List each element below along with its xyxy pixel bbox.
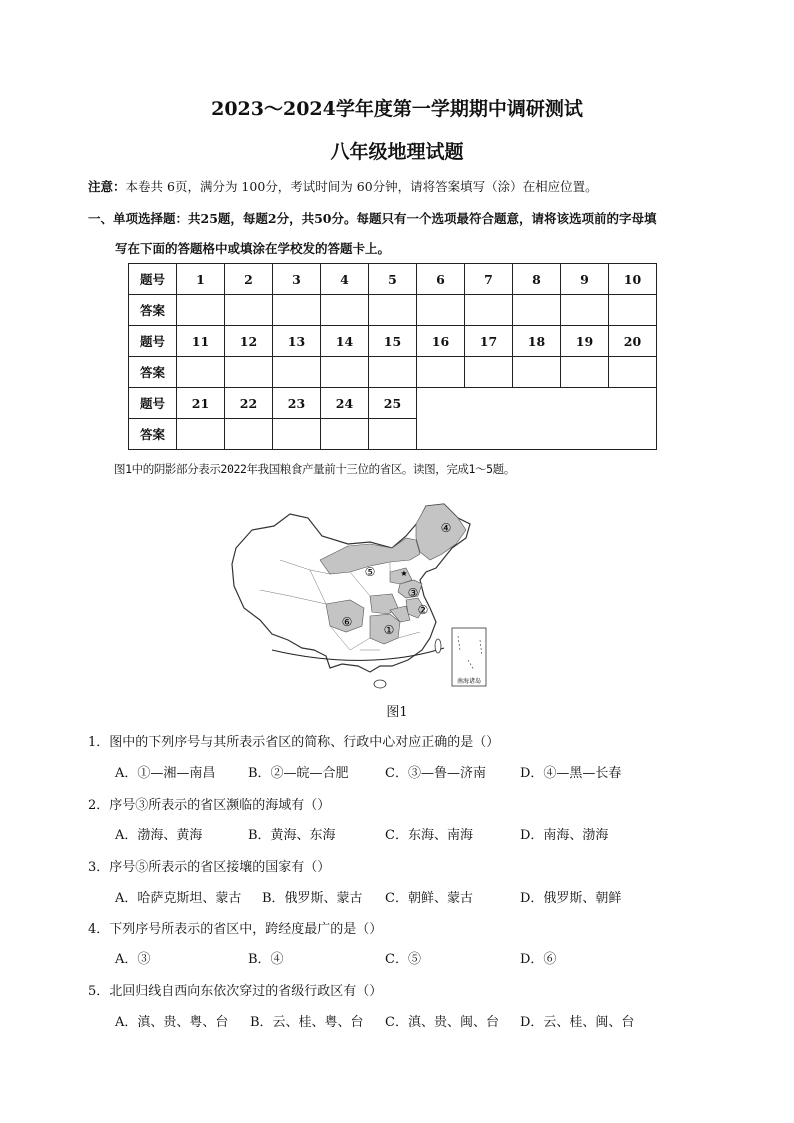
row-label: 题号 <box>129 326 177 357</box>
figure-intro: 图1中的阴影部分表示2022年我国粮食产量前十三位的省区。读图，完成1～5题。 <box>114 462 515 476</box>
question-2-stem: 2．序号③所表示的省区濒临的海域有（） <box>88 798 331 813</box>
answer-cell[interactable] <box>465 295 513 326</box>
q4-option-a[interactable]: A．③ <box>115 952 151 967</box>
q2-option-a[interactable]: A．渤海、黄海 <box>115 828 203 843</box>
answer-cell[interactable] <box>225 419 273 450</box>
answer-row <box>129 357 657 388</box>
section-instruction-line1: 一、单项选择题：共25题，每题2分，共50分。每题只有一个选项最符合题意，请将该选项前的字母填 <box>88 211 657 226</box>
q1-option-c[interactable]: C．③—鲁—济南 <box>385 766 486 781</box>
question-number-cell: 2 <box>225 264 273 295</box>
q5-option-a[interactable]: A．滇、贵、粤、台 <box>115 1015 229 1030</box>
answer-cell[interactable] <box>225 295 273 326</box>
question-number-cell: 10 <box>609 264 657 295</box>
question-3-stem: 3．序号⑤所表示的省区接壤的国家有（） <box>88 860 331 875</box>
q4-option-b[interactable]: B．④ <box>248 952 284 967</box>
question-number-cell: 20 <box>609 326 657 357</box>
marker-6: ⑥ <box>341 615 353 629</box>
exam-subtitle: 八年级地理试题 <box>330 141 464 163</box>
marker-4: ④ <box>440 521 452 535</box>
question-number-cell: 18 <box>513 326 561 357</box>
marker-3: ③ <box>407 586 419 600</box>
answer-row <box>129 295 657 326</box>
answer-cell[interactable] <box>417 295 465 326</box>
question-number-cell: 8 <box>513 264 561 295</box>
answer-cell[interactable] <box>369 419 417 450</box>
exam-note <box>88 177 598 195</box>
exam-title: 2023～2024学年度第一学期期中调研测试 <box>211 98 583 120</box>
marker-1: ① <box>383 623 395 637</box>
q1-option-b[interactable]: B．②—皖—合肥 <box>248 766 349 781</box>
question-number-cell: 13 <box>273 326 321 357</box>
question-number-cell: 19 <box>561 326 609 357</box>
question-number-cell: 15 <box>369 326 417 357</box>
question-number-cell: 22 <box>225 388 273 419</box>
question-number-cell: 12 <box>225 326 273 357</box>
question-number-cell: 4 <box>321 264 369 295</box>
question-number-cell: 9 <box>561 264 609 295</box>
answer-cell[interactable] <box>177 295 225 326</box>
inset-label: 南海诸岛 <box>456 678 482 685</box>
answer-grid <box>128 263 657 450</box>
answer-cell[interactable] <box>321 295 369 326</box>
question-number-cell: 24 <box>321 388 369 419</box>
q4-option-c[interactable]: C．⑤ <box>385 952 421 967</box>
answer-cell[interactable] <box>177 357 225 388</box>
marker-5: ⑤ <box>364 565 376 579</box>
section-instruction-line2: 写在下面的答题格中或填涂在学校发的答题卡上。 <box>115 241 391 256</box>
q3-option-b[interactable]: B．俄罗斯、蒙古 <box>262 891 363 906</box>
row-label: 题号 <box>129 264 177 295</box>
q2-option-d[interactable]: D．南海、渤海 <box>520 828 609 843</box>
q5-option-d[interactable]: D．云、桂、闽、台 <box>520 1015 635 1030</box>
answer-cell[interactable] <box>321 357 369 388</box>
answer-cell[interactable] <box>273 357 321 388</box>
note-text: 本卷共 6页，满分为 100分，考试时间为 60分钟，请将答案填写（涂）在相应位置。 <box>125 179 598 194</box>
answer-cell[interactable] <box>513 357 561 388</box>
question-1-stem: 1．图中的下列序号与其所表示省区的简称、行政中心对应正确的是（） <box>88 735 500 750</box>
question-5-stem: 5．北回归线自西向东依次穿过的省级行政区有（） <box>88 984 383 999</box>
answer-cell[interactable] <box>321 419 369 450</box>
question-number-cell: 11 <box>177 326 225 357</box>
question-number-row <box>129 326 657 357</box>
question-number-cell: 1 <box>177 264 225 295</box>
question-4-stem: 4．下列序号所表示的省区中，跨经度最广的是（） <box>88 922 383 937</box>
capital-star-icon: ★ <box>400 569 408 578</box>
question-number-cell: 23 <box>273 388 321 419</box>
answer-cell[interactable] <box>609 295 657 326</box>
question-number-cell: 6 <box>417 264 465 295</box>
question-number-cell: 16 <box>417 326 465 357</box>
answer-cell[interactable] <box>273 419 321 450</box>
q2-option-b[interactable]: B．黄海、东海 <box>248 828 336 843</box>
answer-cell[interactable] <box>561 295 609 326</box>
row-label: 答案 <box>129 419 177 450</box>
question-number-row <box>129 264 657 295</box>
question-number-cell: 3 <box>273 264 321 295</box>
question-number-cell: 14 <box>321 326 369 357</box>
answer-cell[interactable] <box>561 357 609 388</box>
question-number-cell: 17 <box>465 326 513 357</box>
question-number-row <box>129 388 657 419</box>
q3-option-c[interactable]: C．朝鲜、蒙古 <box>385 891 473 906</box>
q1-option-d[interactable]: D．④—黑—长春 <box>520 766 622 781</box>
row-label: 答案 <box>129 357 177 388</box>
answer-cell[interactable] <box>177 419 225 450</box>
row-label: 题号 <box>129 388 177 419</box>
answer-cell[interactable] <box>225 357 273 388</box>
q3-option-a[interactable]: A．哈萨克斯坦、蒙古 <box>115 891 242 906</box>
answer-cell[interactable] <box>513 295 561 326</box>
marker-2: ② <box>417 603 429 617</box>
question-number-cell: 25 <box>369 388 417 419</box>
question-number-cell: 7 <box>465 264 513 295</box>
q5-option-c[interactable]: C．滇、贵、闽、台 <box>385 1015 499 1030</box>
question-number-cell: 21 <box>177 388 225 419</box>
q5-option-b[interactable]: B．云、桂、粤、台 <box>250 1015 364 1030</box>
answer-cell[interactable] <box>609 357 657 388</box>
q4-option-d[interactable]: D．⑥ <box>520 952 557 967</box>
answer-cell[interactable] <box>273 295 321 326</box>
question-number-cell: 5 <box>369 264 417 295</box>
taiwan-island <box>435 639 441 653</box>
china-map <box>230 500 492 694</box>
answer-cell[interactable] <box>369 357 417 388</box>
answer-cell[interactable] <box>465 357 513 388</box>
q1-option-a[interactable]: A．①—湘—南昌 <box>115 766 216 781</box>
q2-option-c[interactable]: C．东海、南海 <box>385 828 473 843</box>
answer-cell[interactable] <box>369 295 417 326</box>
q3-option-d[interactable]: D．俄罗斯、朝鲜 <box>520 891 622 906</box>
row-label: 答案 <box>129 295 177 326</box>
blank-cell <box>417 388 657 450</box>
figure-caption: 图1 <box>386 705 408 720</box>
hainan-island <box>374 680 386 688</box>
answer-cell[interactable] <box>417 357 465 388</box>
note-label: 注意： <box>88 179 126 194</box>
